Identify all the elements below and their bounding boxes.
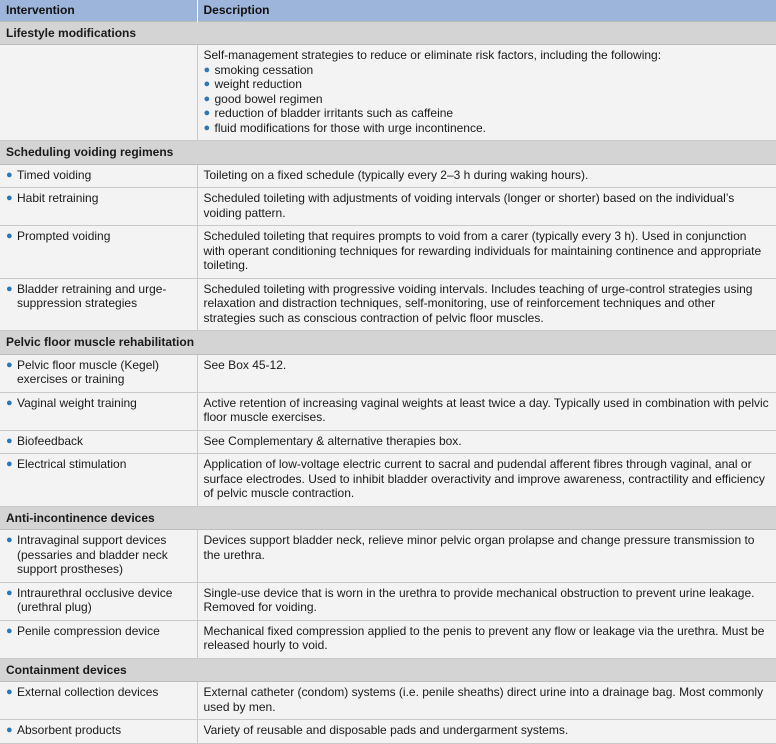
intervention-name: Absorbent products bbox=[17, 723, 122, 737]
bullet-icon: ● bbox=[6, 282, 13, 295]
intervention-description: Mechanical fixed compression applied to the penis to prevent any flow or leakage via the urethra. Must be released hourly to void. bbox=[197, 620, 776, 658]
intervention-name: Pelvic floor muscle (Kegel) exercises or training bbox=[17, 357, 160, 386]
table-row bbox=[0, 392, 776, 430]
intervention-description: Single-use device that is worn in the urethra to provide mechanical obstruction to prevent urine leakage. Removed for voiding. bbox=[197, 582, 776, 620]
intervention-description: Active retention of increasing vaginal weights at least twice a day. Typically used in combination with pelvic floor muscle exercises. bbox=[197, 392, 776, 430]
bullet-icon: ● bbox=[6, 624, 13, 637]
intervention-description: See Complementary & alternative therapies box. bbox=[197, 430, 776, 454]
intervention-name: Intravaginal support devices (pessaries and bladder neck support prostheses) bbox=[17, 533, 168, 576]
table-row bbox=[0, 454, 776, 507]
table-row bbox=[0, 530, 776, 583]
intervention-name: Vaginal weight training bbox=[17, 395, 137, 410]
list-item: ● good bowel regimen bbox=[203, 91, 323, 106]
section-pelvic bbox=[0, 331, 776, 355]
table-row bbox=[0, 682, 776, 720]
intervention-description: Scheduled toileting with progressive voiding intervals. Includes teaching of urge-control strategies using relaxation and distraction techniques, self-monitoring, use of reinforcement techniques and other strategies such as conscious contraction of pelvic floor muscles. bbox=[197, 278, 776, 331]
bullet-icon: ● bbox=[203, 107, 211, 119]
intervention-name: Biofeedback bbox=[17, 433, 84, 448]
lifestyle-list bbox=[204, 63, 771, 136]
bullet-icon: ● bbox=[6, 434, 13, 447]
header-description: Description bbox=[197, 0, 776, 21]
intervention-description: External catheter (condom) systems (i.e. penile sheaths) direct urine into a drainage bag. Most commonly used by men. bbox=[197, 682, 776, 720]
bullet-icon: ● bbox=[6, 534, 13, 546]
section-title: Containment devices bbox=[0, 658, 776, 682]
intervention-name: Bladder retraining and urge-suppression strategies bbox=[17, 281, 167, 310]
intervention-description: See Box 45-12. bbox=[197, 354, 776, 392]
bullet-icon: ● bbox=[6, 230, 13, 242]
table-row bbox=[0, 582, 776, 620]
intervention-description: Toileting on a fixed schedule (typically every 2–3 h during waking hours). bbox=[197, 164, 776, 188]
table-row bbox=[0, 354, 776, 392]
list-item: ● weight reduction bbox=[203, 77, 302, 91]
intervention-description: Scheduled toileting that requires prompts to void from a carer (typically every 3 h). Used in conjunction with operant conditioning techniques for rewarding individuals for maintaining continence and appropriate toileting. bbox=[197, 226, 776, 279]
intervention-description: Scheduled toileting with adjustments of voiding intervals (longer or shorter) based on the individual’s voiding pattern. bbox=[197, 188, 776, 226]
intervention-description: Devices support bladder neck, relieve minor pelvic organ prolapse and change pressure transmission to the urethra. bbox=[197, 530, 776, 583]
list-item: ● reduction of bladder irritants such as caffeine bbox=[203, 106, 454, 120]
table-row bbox=[0, 45, 776, 141]
bullet-icon: ● bbox=[203, 92, 211, 105]
intervention-name: External collection devices bbox=[17, 685, 159, 699]
intervention-name: Habit retraining bbox=[17, 191, 99, 205]
table-row bbox=[0, 430, 776, 454]
bullet-icon: ● bbox=[6, 586, 13, 599]
table-row bbox=[0, 164, 776, 188]
intervention-name: Prompted voiding bbox=[17, 229, 111, 243]
bullet-icon: ● bbox=[203, 78, 211, 90]
bullet-icon: ● bbox=[203, 121, 211, 134]
table-row bbox=[0, 720, 776, 744]
list-item: ● fluid modifications for those with urge incontinence. bbox=[203, 120, 486, 135]
bullet-icon: ● bbox=[6, 686, 13, 698]
bullet-icon: ● bbox=[6, 724, 13, 736]
intervention-name: Penile compression device bbox=[17, 623, 160, 638]
section-devices bbox=[0, 506, 776, 530]
bullet-icon: ● bbox=[6, 458, 13, 470]
intervention-description: Application of low-voltage electric current to sacral and pudendal afferent fibres through vaginal, anal or surface electrodes. Used to inhibit bladder overactivity and improve awareness, contractility and efficiency of pelvic muscle contraction. bbox=[197, 454, 776, 507]
section-scheduling bbox=[0, 141, 776, 165]
bullet-icon: ● bbox=[203, 63, 211, 76]
table-row bbox=[0, 278, 776, 331]
table-row bbox=[0, 226, 776, 279]
header-intervention: Intervention bbox=[0, 0, 197, 21]
list-item: ● smoking cessation bbox=[203, 62, 314, 77]
bullet-icon: ● bbox=[6, 358, 13, 371]
intervention-description: Variety of reusable and disposable pads and undergarment systems. bbox=[197, 720, 776, 744]
intervention-name: Intraurethral occlusive device (urethral plug) bbox=[17, 585, 173, 614]
bullet-icon: ● bbox=[6, 192, 13, 204]
table-header-row bbox=[0, 0, 776, 21]
section-lifestyle bbox=[0, 21, 776, 45]
table-row bbox=[0, 620, 776, 658]
bullet-icon: ● bbox=[6, 168, 13, 181]
section-title: Pelvic floor muscle rehabilitation bbox=[0, 331, 776, 355]
section-containment bbox=[0, 658, 776, 682]
lifestyle-intro: Self-management strategies to reduce or eliminate risk factors, including the following: bbox=[203, 48, 662, 62]
bullet-icon: ● bbox=[6, 396, 13, 409]
section-title: Lifestyle modifications bbox=[0, 21, 776, 45]
section-title: Anti-incontinence devices bbox=[0, 506, 776, 530]
intervention-name: Electrical stimulation bbox=[17, 457, 127, 471]
table-row bbox=[0, 188, 776, 226]
section-title: Scheduling voiding regimens bbox=[0, 141, 776, 165]
intervention-name: Timed voiding bbox=[17, 167, 92, 182]
